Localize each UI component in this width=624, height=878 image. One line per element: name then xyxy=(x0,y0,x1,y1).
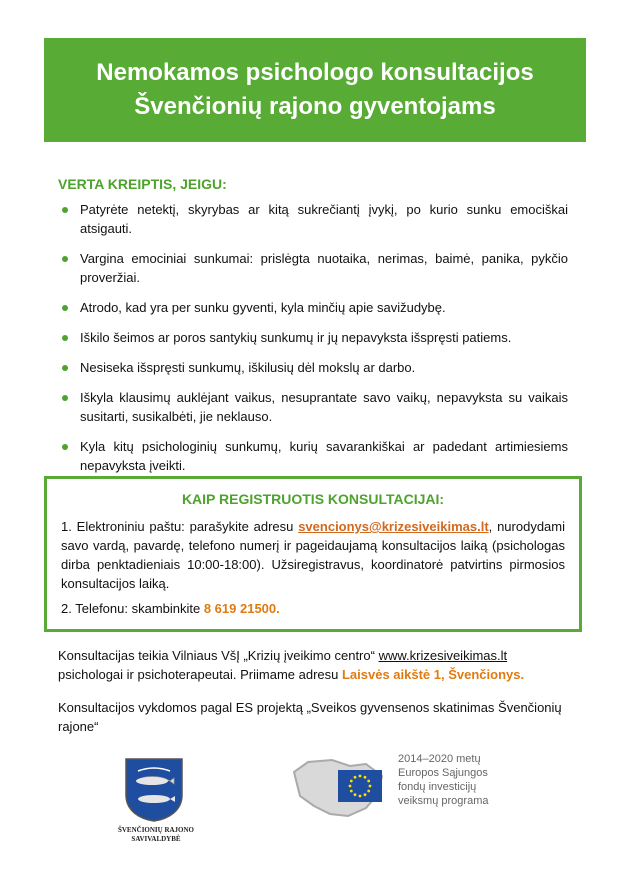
registration-box xyxy=(44,476,582,632)
project-paragraph: Konsultacijos vykdomos pagal ES projektą „Sveikos gyvensenos skatinimas Švenčionių rajone“ xyxy=(58,700,562,734)
registration-phone-paragraph: 2. Telefonu: skambinkite 8 619 21500. xyxy=(61,601,280,616)
list-item: Kyla kitų psichologinių sunkumų, kurių savarankiškai ar padedant artimiesiems nepavyksta įveikti. xyxy=(58,437,568,475)
website-link[interactable]: www.krizesiveikimas.lt xyxy=(378,648,508,663)
bullet-icon xyxy=(62,395,68,401)
registration-heading: KAIP REGISTRUOTIS KONSULTACIJAI: xyxy=(181,491,445,507)
bullet-icon xyxy=(62,335,68,341)
banner-title-line1: Nemokamos psichologo konsultacijos xyxy=(96,59,534,86)
list-item: Patyrėte netektį, skyrybas ar kitą sukrečiantį įvykį, po kurio sunku emociškai atsigauti. xyxy=(58,200,568,238)
reasons-heading: VERTA KREIPTIS, JEIGU: xyxy=(58,176,227,192)
bullet-icon xyxy=(62,444,68,450)
coat-of-arms-icon xyxy=(124,757,184,823)
bullet-icon xyxy=(62,207,68,213)
eu-flag-icon xyxy=(338,770,382,802)
list-item: Vargina emociniai sunkumai: prislėgta nuotaika, nerimas, baimė, panika, pykčio proveržiai. xyxy=(58,249,568,287)
address-text: Laisvės aikštė 1, Švenčionys. xyxy=(341,667,525,682)
bullet-icon xyxy=(62,365,68,371)
list-item: Atrodo, kad yra per sunku gyventi, kyla minčių apie savižudybę. xyxy=(58,298,568,317)
header-banner xyxy=(44,38,586,142)
reasons-list xyxy=(58,200,568,486)
provider-paragraph: Konsultacijas teikia Vilniaus VšĮ „Krizių įveikimo centro“ www.krizesiveikimas.lt psichologai ir psichoterapeutai. Priimame adresu Laisvės aikštė 1, Švenčionys. xyxy=(58,648,525,682)
email-link[interactable]: svencionys@krizesiveikimas.lt xyxy=(298,519,489,534)
banner-title-line2: Švenčionių rajono gyventojams xyxy=(134,93,496,120)
registration-email-paragraph: 1. Elektroniniu paštu: parašykite adresu svencionys@krizesiveikimas.lt, nurodydami savo vardą, pavardę, telefono numerį ir pageidaujamą konsultacijos laiką (psichologas dirba penktadieniais 10:00-18:00). Užsiregistravus, koordinatorė patvirtins pirmosios konsultacijos laiką. xyxy=(61,519,565,591)
list-item: Iškyla klausimų auklėjant vaikus, nesuprantate savo vaikų, nepavyksta su vaikais susitarti, susikalbėti, jie neklauso. xyxy=(58,388,568,426)
list-item: Iškilo šeimos ar poros santykių sunkumų ir jų nepavyksta išspręsti patiems. xyxy=(58,328,568,347)
bullet-icon xyxy=(62,256,68,262)
phone-number[interactable]: 8 619 21500. xyxy=(203,601,280,616)
list-item: Nesiseka išspręsti sunkumų, iškilusių dėl mokslų ar darbo. xyxy=(58,358,568,377)
bullet-icon xyxy=(62,305,68,311)
municipality-name: ŠVENČIONIŲ RAJONO SAVIVALDYBĖ xyxy=(117,826,195,843)
eu-funding-text: 2014–2020 metų Europos Sąjungos fondų investicijų veiksmų programa xyxy=(398,753,489,807)
